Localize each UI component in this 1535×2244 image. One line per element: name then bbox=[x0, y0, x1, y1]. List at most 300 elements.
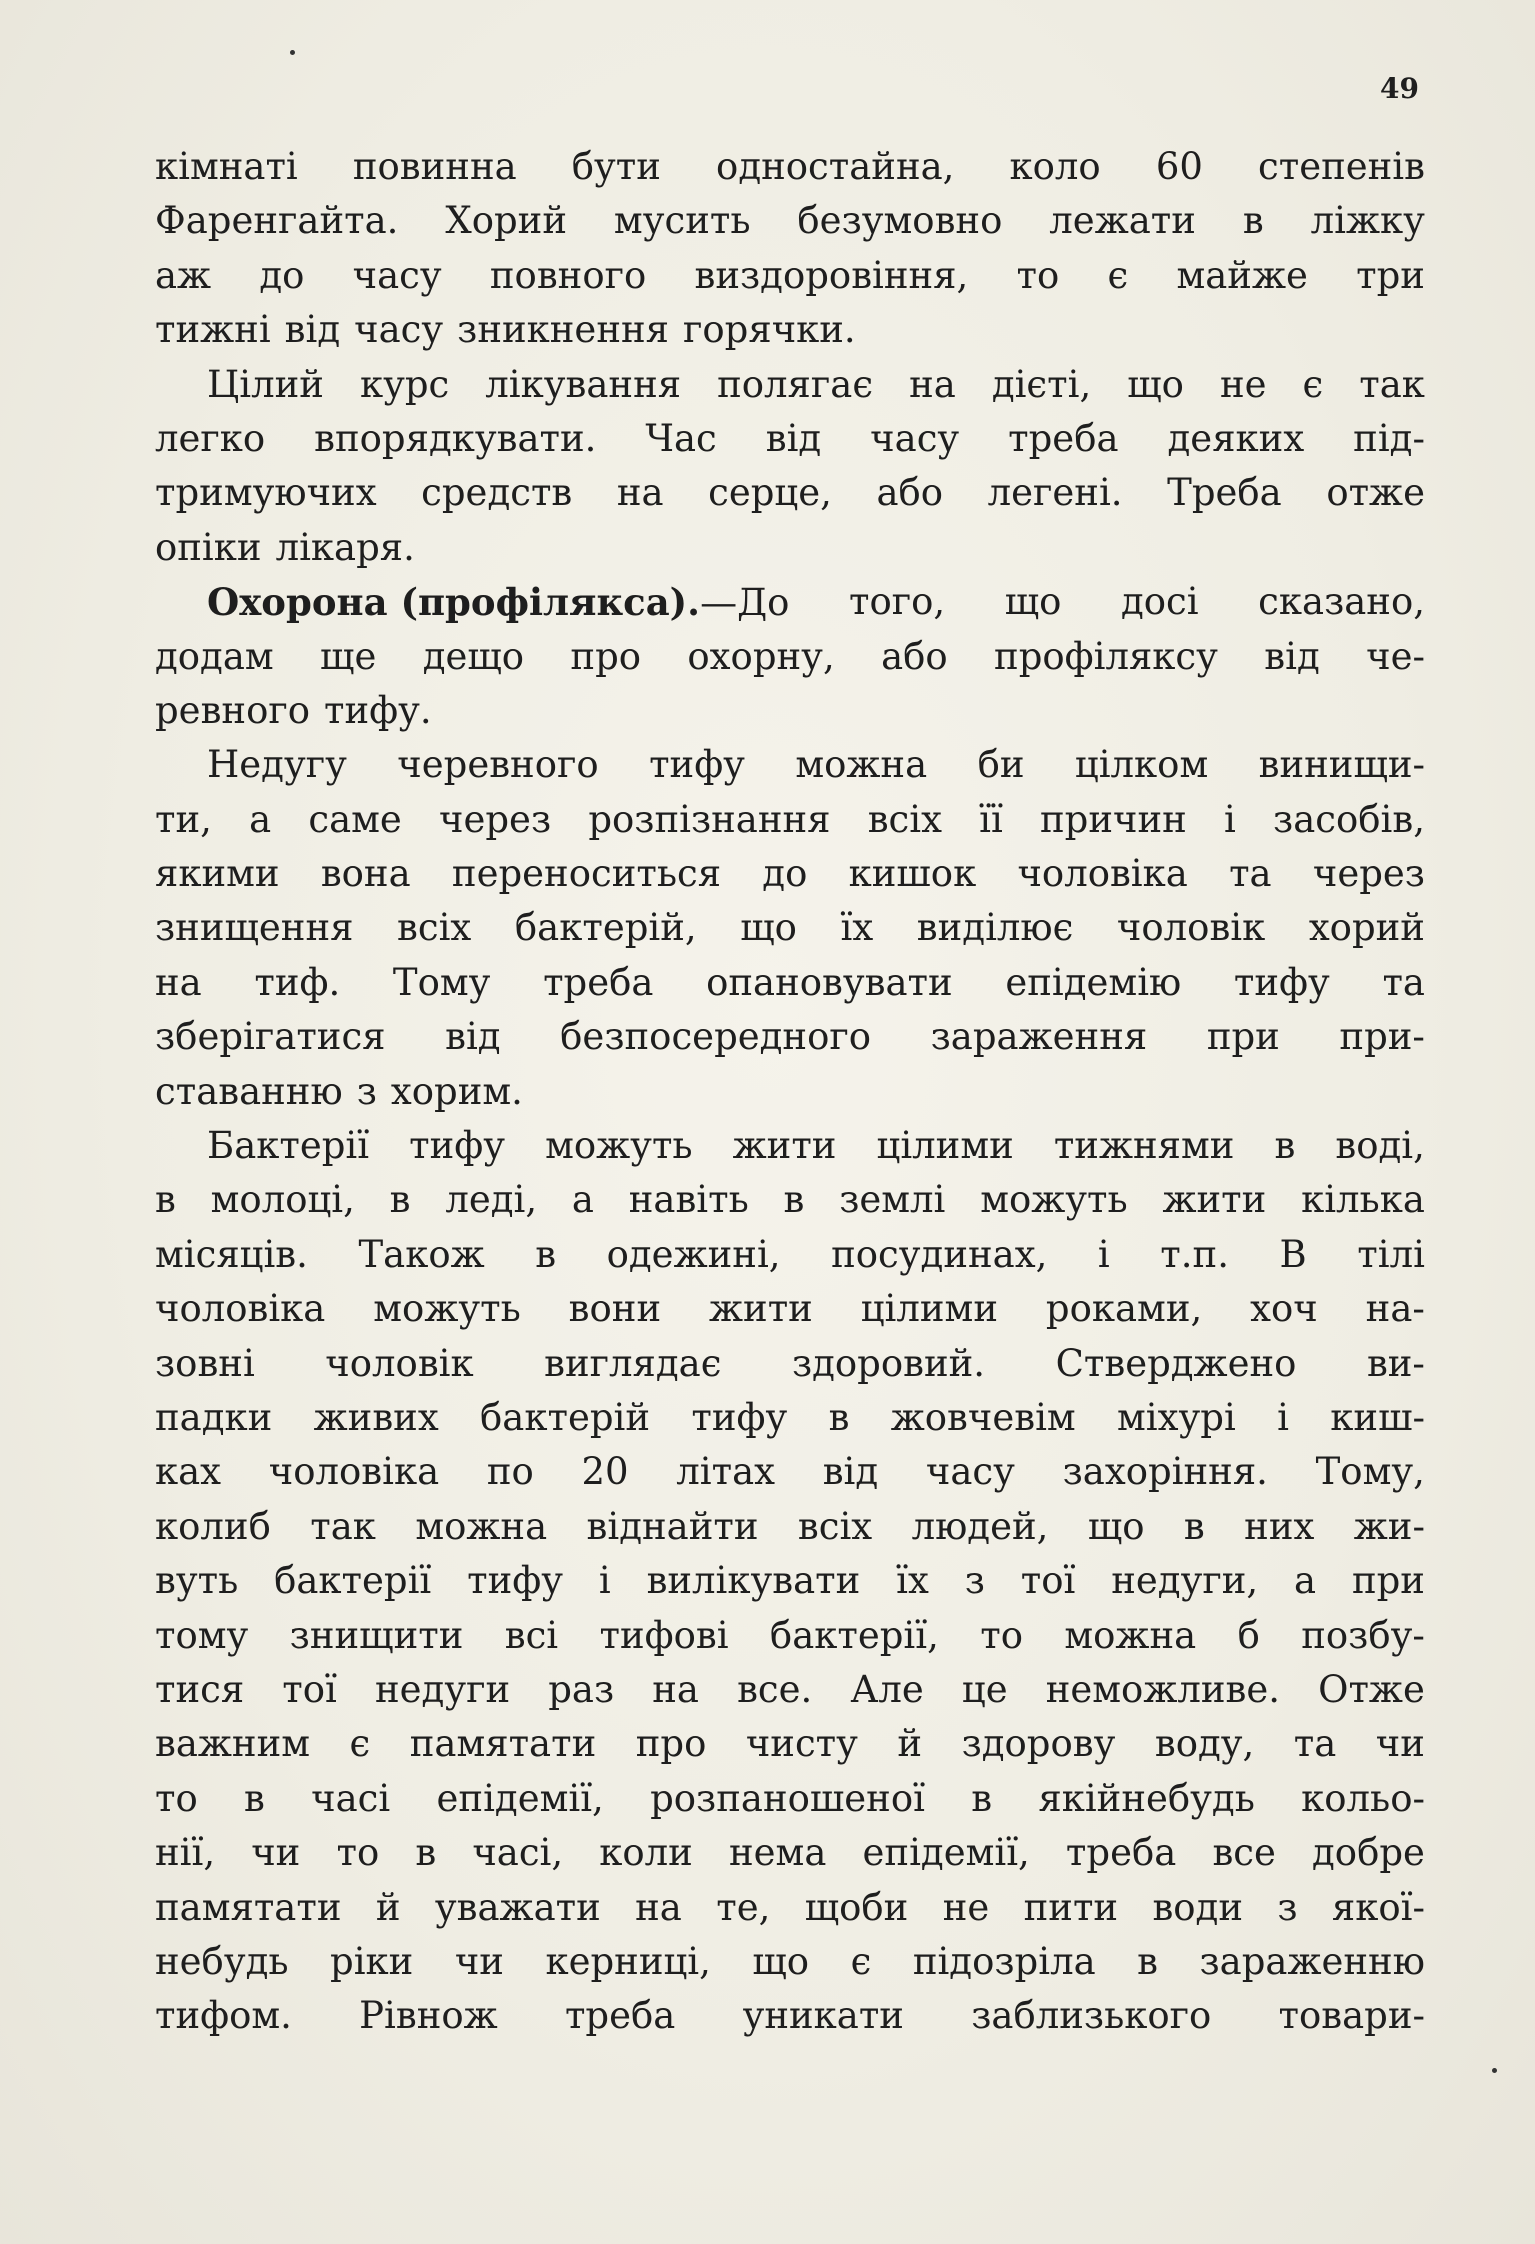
word: що bbox=[740, 906, 797, 950]
word: навіть bbox=[628, 1178, 749, 1222]
ink-speck bbox=[1492, 2068, 1497, 2073]
word: всіх bbox=[397, 906, 472, 950]
word: керниці, bbox=[545, 1939, 711, 1983]
page-number: 49 bbox=[1380, 72, 1419, 105]
word: ревного bbox=[155, 688, 311, 732]
word: деяких bbox=[1167, 416, 1305, 460]
word: тої bbox=[1020, 1559, 1076, 1603]
word: до bbox=[259, 253, 305, 297]
word: три bbox=[1356, 253, 1425, 297]
word: що bbox=[752, 1939, 810, 1983]
text-line bbox=[155, 1500, 1425, 1554]
word: бактерії bbox=[274, 1559, 432, 1603]
word: є bbox=[1302, 362, 1324, 406]
word: переноситься bbox=[451, 852, 722, 896]
word: повного bbox=[489, 253, 647, 297]
word: киш- bbox=[1330, 1395, 1425, 1439]
word: чоловіка bbox=[155, 1287, 326, 1331]
word: Хорий bbox=[445, 199, 567, 243]
word: тифом. bbox=[155, 1994, 292, 2038]
word: бути bbox=[571, 145, 661, 188]
text-line bbox=[155, 630, 1425, 684]
word: й bbox=[897, 1722, 923, 1766]
text-line bbox=[155, 1445, 1425, 1499]
word: про bbox=[635, 1722, 707, 1766]
word: тої bbox=[282, 1667, 337, 1711]
word: товари- bbox=[1278, 1994, 1425, 2038]
word: лікаря. bbox=[275, 525, 415, 569]
word: охорну, bbox=[687, 634, 835, 678]
word: треба bbox=[543, 960, 654, 1004]
word: епідемії, bbox=[436, 1776, 604, 1820]
text-line bbox=[155, 1173, 1425, 1227]
word: уникати bbox=[742, 1994, 904, 2038]
text-line bbox=[155, 1010, 1425, 1064]
word: виділює bbox=[916, 906, 1074, 950]
word: якійнебудь bbox=[1038, 1776, 1255, 1820]
word: від bbox=[284, 308, 341, 352]
text-line bbox=[155, 738, 1425, 792]
word: місяців. bbox=[155, 1232, 308, 1276]
word: живих bbox=[313, 1395, 439, 1439]
word: т.п. bbox=[1160, 1232, 1229, 1276]
word: здоровий. bbox=[791, 1341, 986, 1385]
text-line bbox=[155, 358, 1425, 412]
word: на bbox=[616, 471, 664, 515]
word: розпізнання bbox=[588, 797, 831, 841]
word: цілими bbox=[876, 1124, 1014, 1168]
word: при- bbox=[1339, 1015, 1425, 1059]
word: кишок bbox=[848, 852, 977, 896]
word: кілька bbox=[1301, 1178, 1425, 1222]
word: виглядає bbox=[544, 1341, 722, 1385]
word: полягає bbox=[717, 362, 874, 406]
word: захоріння. bbox=[1062, 1450, 1268, 1494]
word: пити bbox=[1023, 1885, 1119, 1929]
word: що bbox=[1127, 362, 1184, 406]
word: опановувати bbox=[706, 960, 953, 1004]
word: позбу- bbox=[1301, 1613, 1425, 1657]
word: лікування bbox=[485, 362, 682, 406]
word: Тому bbox=[392, 960, 491, 1004]
word: в bbox=[783, 1178, 805, 1222]
paragraph bbox=[155, 575, 1425, 738]
word: тілі bbox=[1357, 1232, 1425, 1276]
word: дієті, bbox=[991, 362, 1092, 406]
word: на bbox=[155, 960, 202, 1004]
word: в bbox=[535, 1232, 557, 1276]
word: черевного bbox=[397, 743, 599, 787]
word: 20 bbox=[581, 1450, 629, 1494]
word: Рівнож bbox=[359, 1994, 498, 2038]
word: часу bbox=[870, 416, 960, 460]
text-line bbox=[155, 521, 1425, 575]
word: леді, bbox=[445, 1178, 538, 1222]
word: не bbox=[942, 1885, 990, 1929]
paragraph bbox=[155, 738, 1425, 1119]
word: через bbox=[439, 797, 552, 841]
word: коло bbox=[1009, 145, 1101, 188]
text-line bbox=[155, 575, 1425, 629]
word: в bbox=[415, 1831, 437, 1875]
text-line bbox=[155, 1282, 1425, 1336]
text-line bbox=[155, 1554, 1425, 1608]
word: них bbox=[1244, 1504, 1315, 1548]
word: коли bbox=[599, 1831, 693, 1875]
word: тифу bbox=[1233, 960, 1330, 1004]
word: отже bbox=[1326, 471, 1425, 515]
word: по bbox=[486, 1450, 534, 1494]
word: що bbox=[1004, 580, 1062, 624]
word: хорим. bbox=[390, 1069, 523, 1113]
word: вони bbox=[568, 1287, 662, 1331]
word: то bbox=[980, 1613, 1023, 1657]
word: при bbox=[1206, 1015, 1280, 1059]
word: ставанню bbox=[155, 1069, 343, 1113]
word: додам bbox=[155, 634, 274, 678]
word: аж bbox=[155, 253, 212, 297]
word: землі bbox=[839, 1178, 946, 1222]
word: вилікувати bbox=[646, 1559, 861, 1603]
word: або bbox=[876, 471, 944, 515]
word: й bbox=[375, 1885, 401, 1929]
word: від bbox=[1264, 634, 1320, 678]
word: памятати bbox=[409, 1722, 597, 1766]
word: Отже bbox=[1318, 1667, 1425, 1711]
word: є bbox=[349, 1722, 371, 1766]
word: то bbox=[1016, 253, 1060, 297]
text-line bbox=[155, 1717, 1425, 1771]
word: нема bbox=[728, 1831, 827, 1875]
word: на bbox=[652, 1667, 699, 1711]
paragraph bbox=[155, 358, 1425, 576]
word: Також bbox=[358, 1232, 485, 1276]
word: або bbox=[881, 634, 948, 678]
text-line bbox=[155, 1337, 1425, 1391]
word: горячки. bbox=[683, 308, 856, 352]
word: так bbox=[310, 1504, 376, 1548]
word: легені. bbox=[987, 471, 1123, 515]
word: на bbox=[909, 362, 956, 406]
text-line bbox=[155, 412, 1425, 466]
word: того, bbox=[848, 580, 946, 624]
word: то bbox=[155, 1776, 198, 1820]
word: якими bbox=[155, 852, 280, 896]
text-line bbox=[155, 1826, 1425, 1880]
word: неможливе. bbox=[1045, 1667, 1281, 1711]
word: Стверджено bbox=[1055, 1341, 1297, 1385]
word: це bbox=[961, 1667, 1008, 1711]
word: з bbox=[964, 1559, 985, 1603]
word: знищити bbox=[289, 1613, 464, 1657]
word: сказано, bbox=[1258, 580, 1425, 624]
word: є bbox=[850, 1939, 872, 1983]
ink-speck bbox=[290, 50, 295, 55]
word: повинна bbox=[352, 145, 517, 188]
word: саме bbox=[308, 797, 402, 841]
word: розпаношеної bbox=[650, 1776, 925, 1820]
word: вуть bbox=[155, 1559, 239, 1603]
word: посудинах, bbox=[831, 1232, 1048, 1276]
word: кімнаті bbox=[155, 145, 298, 188]
word: чисту bbox=[745, 1722, 858, 1766]
word: до bbox=[762, 852, 808, 896]
word: тифу bbox=[467, 1559, 563, 1603]
word: з bbox=[1277, 1885, 1298, 1929]
word: всіх bbox=[797, 1504, 873, 1548]
word: лежати bbox=[1049, 199, 1196, 243]
word: все bbox=[1212, 1831, 1276, 1875]
word: жити bbox=[732, 1124, 837, 1168]
word: при bbox=[1351, 1559, 1425, 1603]
word: про bbox=[570, 634, 642, 678]
text-line bbox=[155, 1391, 1425, 1445]
word: тифу bbox=[691, 1395, 788, 1439]
text-line bbox=[155, 1989, 1425, 2043]
word: та bbox=[1229, 852, 1272, 896]
word: чи bbox=[251, 1831, 301, 1875]
text-line bbox=[155, 1065, 1425, 1119]
heading-group bbox=[207, 575, 789, 629]
word: часу bbox=[354, 308, 444, 352]
word: Бактерії bbox=[207, 1124, 370, 1168]
word: заблизького bbox=[971, 1994, 1212, 2038]
word: в bbox=[244, 1776, 265, 1820]
text-line bbox=[155, 1609, 1425, 1663]
word: і bbox=[1224, 797, 1236, 841]
word: в bbox=[1274, 1124, 1296, 1168]
text-line bbox=[155, 466, 1425, 520]
word: би bbox=[977, 743, 1025, 787]
word: чи bbox=[454, 1939, 504, 1983]
word: че- bbox=[1366, 634, 1425, 678]
word: та bbox=[1382, 960, 1425, 1004]
word: знищення bbox=[155, 906, 354, 950]
word: а bbox=[571, 1178, 594, 1222]
word: Недугу bbox=[207, 743, 347, 787]
word: 60 bbox=[1155, 145, 1203, 188]
word: Фаренгайта. bbox=[155, 199, 399, 243]
word: води bbox=[1152, 1885, 1244, 1929]
word: недуги, bbox=[1111, 1559, 1259, 1603]
word: в bbox=[1137, 1939, 1158, 1983]
word: причин bbox=[1040, 797, 1187, 841]
word: тижнями bbox=[1053, 1124, 1235, 1168]
word: і bbox=[598, 1559, 611, 1603]
word: недуги bbox=[374, 1667, 511, 1711]
word: літах bbox=[676, 1450, 776, 1494]
word: нії, bbox=[155, 1831, 216, 1875]
word: а bbox=[249, 797, 272, 841]
word: ти, bbox=[155, 797, 212, 841]
word: в bbox=[1242, 199, 1264, 243]
word: небудь bbox=[155, 1939, 289, 1983]
word: одежині, bbox=[606, 1232, 781, 1276]
word: В bbox=[1279, 1232, 1307, 1276]
word: чоловік bbox=[1116, 906, 1266, 950]
word: цілими bbox=[860, 1287, 998, 1331]
word: те, bbox=[716, 1885, 771, 1929]
word: кольо- bbox=[1301, 1776, 1425, 1820]
word: і bbox=[1277, 1395, 1289, 1439]
word: уважати bbox=[434, 1885, 601, 1929]
paragraph bbox=[155, 140, 1425, 358]
word: хорий bbox=[1308, 906, 1425, 950]
word: степенів bbox=[1258, 145, 1425, 188]
word: на- bbox=[1365, 1287, 1425, 1331]
word: безпосередного bbox=[560, 1015, 872, 1059]
word: тифові bbox=[599, 1613, 729, 1657]
word: можуть bbox=[545, 1124, 693, 1168]
word: тиф. bbox=[254, 960, 341, 1004]
word: серце, bbox=[708, 471, 832, 515]
word: в bbox=[1183, 1504, 1205, 1548]
word: часу bbox=[925, 1450, 1015, 1494]
word: є bbox=[1107, 253, 1129, 297]
word: тижні bbox=[155, 308, 271, 352]
word: можуть bbox=[373, 1287, 521, 1331]
word: средств bbox=[421, 471, 573, 515]
word: ліжку bbox=[1310, 199, 1425, 243]
word: тому bbox=[155, 1613, 249, 1657]
word: дещо bbox=[422, 634, 525, 678]
word: чоловіка bbox=[268, 1450, 440, 1494]
word: все. bbox=[737, 1667, 813, 1711]
word: Треба bbox=[1167, 471, 1282, 515]
word: не bbox=[1219, 362, 1267, 406]
word: жи- bbox=[1353, 1504, 1425, 1548]
word: добре bbox=[1312, 1831, 1425, 1875]
word: якої- bbox=[1331, 1885, 1425, 1929]
word: мусить bbox=[613, 199, 751, 243]
word: часі bbox=[311, 1776, 391, 1820]
word: так bbox=[1359, 362, 1425, 406]
word: ках bbox=[155, 1450, 222, 1494]
word: і bbox=[1097, 1232, 1110, 1276]
text-line bbox=[155, 140, 1425, 194]
body-text bbox=[155, 140, 1425, 2044]
word: підозріла bbox=[912, 1939, 1096, 1983]
word: ще bbox=[320, 634, 377, 678]
word: віднайти bbox=[586, 1504, 759, 1548]
word: винищи- bbox=[1258, 743, 1425, 787]
word: опіки bbox=[155, 525, 262, 569]
word: Тому, bbox=[1315, 1450, 1425, 1494]
word: можна bbox=[795, 743, 928, 787]
word: бактерій bbox=[480, 1395, 651, 1439]
word: від bbox=[822, 1450, 879, 1494]
word: Цілий bbox=[207, 362, 324, 406]
word: можна bbox=[1064, 1613, 1197, 1657]
word: чоловік bbox=[325, 1341, 474, 1385]
word: падки bbox=[155, 1395, 273, 1439]
word: а bbox=[1294, 1559, 1317, 1603]
word: та bbox=[1293, 1722, 1337, 1766]
word: епідемію bbox=[1005, 960, 1182, 1004]
word: майже bbox=[1176, 253, 1308, 297]
word: ви- bbox=[1366, 1341, 1425, 1385]
text-line bbox=[155, 1881, 1425, 1935]
text-line bbox=[155, 956, 1425, 1010]
text-line bbox=[155, 303, 1425, 357]
text-line bbox=[155, 1119, 1425, 1173]
word: тифу bbox=[409, 1124, 506, 1168]
word: зберігатися bbox=[155, 1015, 386, 1059]
word: цілком bbox=[1074, 743, 1209, 787]
word: раз bbox=[548, 1667, 615, 1711]
word: жовчевім bbox=[890, 1395, 1076, 1439]
word: тися bbox=[155, 1667, 245, 1711]
word: в bbox=[828, 1395, 850, 1439]
text-line bbox=[155, 1228, 1425, 1282]
word: чоловіка bbox=[1017, 852, 1188, 896]
word: можна bbox=[415, 1504, 548, 1548]
word: то bbox=[336, 1831, 380, 1875]
word: безумовно bbox=[797, 199, 1003, 243]
word: тримуючих bbox=[155, 471, 377, 515]
word: воду, bbox=[1154, 1722, 1255, 1766]
word: через bbox=[1312, 852, 1425, 896]
word: засобів, bbox=[1273, 797, 1425, 841]
word: її bbox=[979, 797, 1003, 841]
word: що bbox=[1087, 1504, 1145, 1548]
word: тифу. bbox=[324, 688, 432, 732]
word: вона bbox=[320, 852, 411, 896]
word: профіляксу bbox=[994, 634, 1218, 678]
word: памятати bbox=[155, 1885, 342, 1929]
word: з bbox=[356, 1069, 377, 1113]
word: зовні bbox=[155, 1341, 255, 1385]
word: їх bbox=[840, 906, 874, 950]
word: зараженню bbox=[1199, 1939, 1425, 1983]
word: зараження bbox=[930, 1015, 1148, 1059]
text-line bbox=[155, 684, 1425, 738]
word: в bbox=[155, 1178, 176, 1222]
word: бактерій, bbox=[514, 906, 697, 950]
word: треба bbox=[1065, 1831, 1177, 1875]
word: міхурі bbox=[1117, 1395, 1236, 1439]
text-line bbox=[155, 847, 1425, 901]
word: здорову bbox=[961, 1722, 1116, 1766]
word: виздоровіння, bbox=[694, 253, 969, 297]
word: ріки bbox=[330, 1939, 414, 1983]
word: бактерії, bbox=[769, 1613, 939, 1657]
word: тифу bbox=[649, 743, 745, 787]
word: колиб bbox=[155, 1504, 271, 1548]
word: б bbox=[1237, 1613, 1260, 1657]
text-line bbox=[155, 1772, 1425, 1826]
word: на bbox=[635, 1885, 682, 1929]
text-line bbox=[155, 194, 1425, 248]
word: треба bbox=[1008, 416, 1119, 460]
word: важним bbox=[155, 1722, 311, 1766]
word: досі bbox=[1120, 580, 1199, 624]
word: чи bbox=[1375, 1722, 1425, 1766]
text-line bbox=[155, 1663, 1425, 1717]
word: легко bbox=[155, 416, 266, 460]
word: роками, bbox=[1045, 1287, 1203, 1331]
word: зникнення bbox=[457, 308, 669, 352]
word: епідемії, bbox=[862, 1831, 1030, 1875]
word: жити bbox=[709, 1287, 813, 1331]
paragraph bbox=[155, 1119, 1425, 2044]
word: часі, bbox=[472, 1831, 564, 1875]
word: в bbox=[971, 1776, 993, 1820]
word: треба bbox=[564, 1994, 676, 2038]
word: всі bbox=[504, 1613, 559, 1657]
text-line bbox=[155, 901, 1425, 955]
word: воді, bbox=[1335, 1124, 1425, 1168]
